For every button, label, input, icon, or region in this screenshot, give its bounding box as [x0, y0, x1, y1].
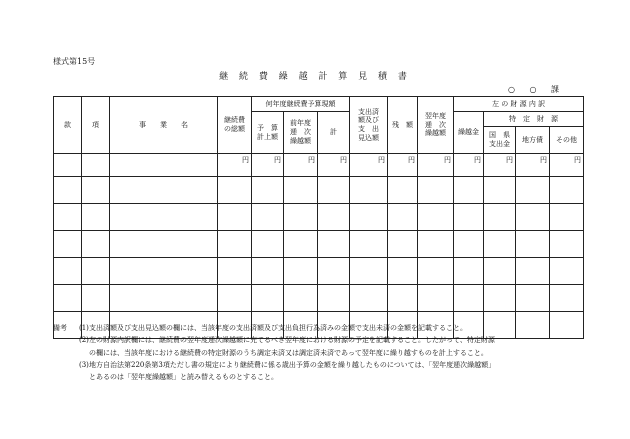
table-cell [388, 285, 418, 312]
table-cell [516, 258, 550, 285]
note-line [53, 359, 581, 371]
table-cell [454, 231, 484, 258]
notes-section [53, 322, 581, 383]
unit-yen: 円 [550, 154, 584, 177]
table-cell [252, 204, 284, 231]
table-cell [110, 177, 218, 204]
table-row [54, 285, 584, 312]
table-cell [418, 177, 454, 204]
table-cell [284, 258, 318, 285]
table-cell [82, 177, 110, 204]
unit-yen: 円 [516, 154, 550, 177]
header-local-bond: 地方債 [516, 127, 550, 154]
unit-cell [110, 154, 218, 177]
table-cell [318, 231, 350, 258]
header-specific-funding: 特 定 財 源 [484, 112, 584, 127]
table-cell [54, 204, 82, 231]
table-cell [252, 231, 284, 258]
table-cell [110, 231, 218, 258]
note-number: (3) [79, 360, 89, 369]
table-cell [454, 258, 484, 285]
unit-cell [54, 154, 82, 177]
table-cell [218, 258, 252, 285]
note-text: 左の財源内訳欄には、継続費の翌年度逓次繰越額に充てるべき翌年度における財源の予定を記載すること。したがって、特定財源 [89, 336, 495, 345]
table-cell [388, 204, 418, 231]
table-cell [454, 204, 484, 231]
note-text: とあるのは「翌年度繰越額」と読み替えるものとすること。 [89, 373, 278, 381]
note-text: 地方自治法第220条第3項ただし書の規定により継続費に係る歳出予算の金額を繰り越したものについては、「翌年度逓次繰越額」 [89, 360, 496, 369]
header-prev-budget-group: 何年度継続費予算現額 [252, 97, 350, 112]
header-funding-group: 左 の 財 源 内 訳 [454, 97, 584, 112]
table-row [54, 258, 584, 285]
unit-yen: 円 [454, 154, 484, 177]
header-next-carryover: 翌年度 逓 次 繰越額 [418, 97, 454, 154]
table-row [54, 231, 584, 258]
notes-label: 備考 [53, 324, 67, 332]
table-cell [550, 285, 584, 312]
table-cell [284, 204, 318, 231]
table-cell [252, 177, 284, 204]
note-line [53, 322, 581, 334]
form-number: 様式第15号 [53, 57, 96, 66]
table-cell [550, 258, 584, 285]
note-line [53, 334, 581, 346]
table-cell [418, 258, 454, 285]
header-remaining: 残 額 [388, 97, 418, 154]
unit-cell [82, 154, 110, 177]
table-cell [388, 177, 418, 204]
table-cell [54, 258, 82, 285]
table-cell [54, 231, 82, 258]
header-subtotal: 計 [318, 112, 350, 154]
table-cell [252, 258, 284, 285]
table-cell [350, 204, 388, 231]
table-cell [218, 204, 252, 231]
table-cell [350, 258, 388, 285]
header-current-calc: 予 算 計上額 [252, 112, 284, 154]
data-rows [54, 177, 584, 339]
note-line [53, 347, 581, 359]
table-cell [82, 258, 110, 285]
header-total-amount: 継続費 の総額 [218, 97, 252, 154]
table-cell [218, 231, 252, 258]
table-cell [252, 285, 284, 312]
table-cell [484, 258, 516, 285]
table-cell [454, 177, 484, 204]
table-cell [418, 231, 454, 258]
header-kan: 款 [54, 97, 82, 154]
table-cell [82, 204, 110, 231]
header-other: その他 [550, 127, 584, 154]
table-cell [516, 204, 550, 231]
table-row [54, 177, 584, 204]
table-cell [284, 231, 318, 258]
table-cell [218, 285, 252, 312]
unit-yen: 円 [418, 154, 454, 177]
unit-yen: 円 [388, 154, 418, 177]
table-cell [110, 258, 218, 285]
table-cell [82, 231, 110, 258]
table-cell [550, 177, 584, 204]
unit-yen: 円 [284, 154, 318, 177]
table-cell [550, 204, 584, 231]
table-cell [484, 177, 516, 204]
table-cell [550, 231, 584, 258]
table-cell [484, 204, 516, 231]
carryover-estimate-table [53, 96, 584, 339]
header-prev-carryover: 前年度 逓 次 繰越額 [284, 112, 318, 154]
table-cell [318, 258, 350, 285]
note-text: 支出済額及び支出見込額の欄には、当該年度の支出済額及び支出負担行為済みの金額で支出未済の金額を記載すること。 [89, 324, 467, 332]
unit-yen: 円 [350, 154, 388, 177]
table-cell [516, 231, 550, 258]
note-number: (1) [79, 324, 89, 332]
table-cell [350, 285, 388, 312]
unit-yen: 円 [218, 154, 252, 177]
note-text: の欄には、当該年度における継続費の特定財源のうち調定未済又は調定済未済であって翌年度に繰り越すものを計上すること。 [89, 348, 488, 357]
table-cell [284, 285, 318, 312]
table-cell [516, 177, 550, 204]
table-cell [54, 177, 82, 204]
table-cell [82, 285, 110, 312]
table-cell [418, 204, 454, 231]
header-national-pref: 国 県 支出金 [484, 127, 516, 154]
unit-row [54, 154, 584, 177]
department-label: ○ ○ 課 [508, 85, 566, 94]
table-cell [110, 204, 218, 231]
table-cell [484, 285, 516, 312]
table-cell [318, 204, 350, 231]
table-cell [350, 231, 388, 258]
header-kou: 項 [82, 97, 110, 154]
table-cell [388, 258, 418, 285]
unit-yen: 円 [318, 154, 350, 177]
table-cell [218, 177, 252, 204]
table-cell [318, 177, 350, 204]
note-line [53, 371, 581, 383]
table-cell [516, 285, 550, 312]
header-project-name: 事 業 名 [110, 97, 218, 154]
unit-yen: 円 [252, 154, 284, 177]
table-cell [454, 285, 484, 312]
table-cell [284, 177, 318, 204]
table-cell [484, 231, 516, 258]
header-kurikoshi-kin: 繰越金 [454, 112, 484, 154]
note-number: (2) [79, 336, 89, 345]
table-cell [388, 231, 418, 258]
table-cell [350, 177, 388, 204]
header-expenditure: 支出済 額及び 支 出 見込額 [350, 97, 388, 154]
table-cell [54, 285, 82, 312]
document-title: 継 続 費 繰 越 計 算 見 積 書 [219, 72, 411, 82]
table-cell [418, 285, 454, 312]
table-cell [318, 285, 350, 312]
table-cell [110, 285, 218, 312]
table-row [54, 204, 584, 231]
unit-yen: 円 [484, 154, 516, 177]
